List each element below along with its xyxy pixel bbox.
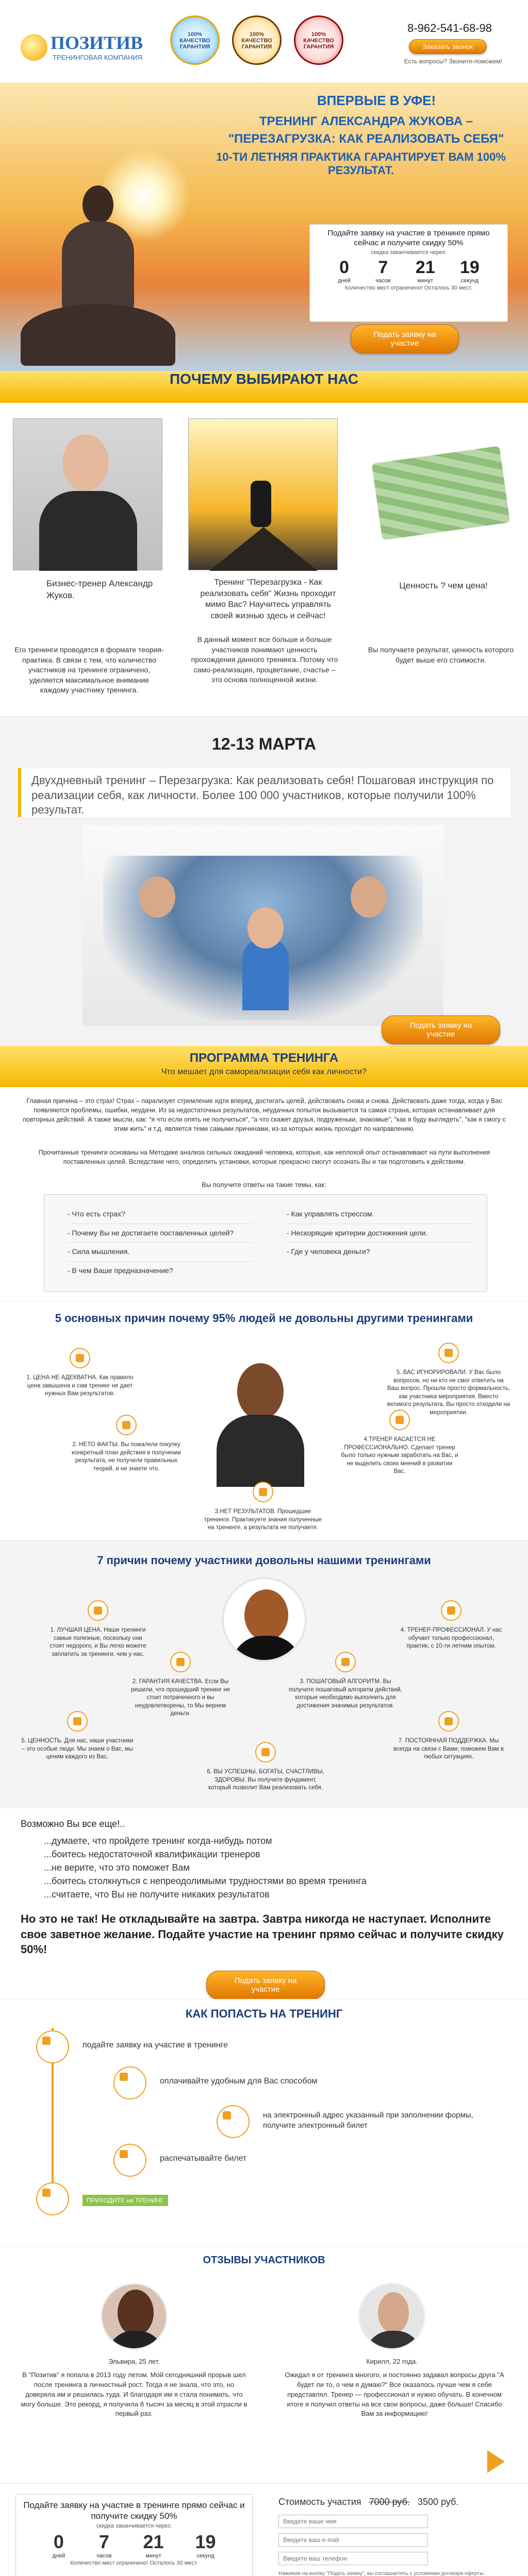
reviewer-1-name: Эльвира, 25 лет. <box>108 2358 160 2365</box>
step-5: ПРИХОДИТЕ на ТРЕНИНГ <box>36 2182 500 2224</box>
date-lead: Двухдневный тренинг – Перезагрузка: Как реализовать себя! Пошаговая инструкция по реализации себя, как личности. Более 100 000 участников, которые получили 100% результат. <box>31 774 494 817</box>
topic-item: - Как управлять стрессом. <box>287 1205 472 1224</box>
countdown-seconds: 19 секунд <box>460 257 480 284</box>
price-tag-icon <box>88 1600 108 1621</box>
maybe-apply-button[interactable]: Подать заявку на участие <box>206 1971 325 1999</box>
header-phone[interactable]: 8-962-541-68-98 <box>407 22 492 35</box>
maybe-item: ...боитесь недостаточной квалификации тренеров <box>44 1849 260 1860</box>
countdown-hours: 7 часов <box>96 2531 112 2559</box>
reviewer-2-name: Кирилл, 22 года. <box>366 2358 418 2365</box>
hero-form <box>309 224 508 322</box>
program-p1: Главная причина – это страх! Страх – парализует стремление идти вперед, достигать целей, действовать снова и снова. Действовать даже тогда, когда у Вас появляются проблемы, ошибки, неудачи. Из за недостаточных результатов, неудачных попыток вызывается та самая страна, которая останавливает для повторных действий. А также мысли, как: "я что если опять не получиться", "а что скажет друзья, подруженьки, знакомые", "как я буду выглядеть", "как я смогу с этим жить" и т.д. является теми самыми причинами, из-за которых жизнь проходит по направлению. <box>23 1097 506 1133</box>
reason-5: 5. ВАС ИГНОРИРОВАЛИ. У Вас было вопросов, но ни кто не смог ответить на Ваш вопрос. Прошли просто формальность, как участника мероприятия. Вместо великого результата, Вы просто отходили на мероприятии. <box>387 1343 510 1417</box>
seven-5: 5. ЦЕННОСТЬ. Для нас, наши участники – это особые люди. Мы знаем о Вас, мы ценим каждого из Вас. <box>21 1711 134 1761</box>
reviews-next-arrow[interactable] <box>487 2450 505 2473</box>
order-countdown <box>16 2529 252 2559</box>
logo-icon <box>21 34 47 61</box>
topics-left <box>68 1205 253 1280</box>
step-4: распечатывайте билет <box>36 2144 500 2175</box>
maybe-list <box>44 1834 367 1901</box>
results-icon <box>253 1482 273 1502</box>
program-subtitle: Что мешает для самореализации себя как личности? <box>161 1067 367 1076</box>
reasons-woman-photo <box>196 1363 330 1487</box>
reviewer-2-photo <box>358 2283 425 2350</box>
form-title: Подайте заявку на участие в тренинге прямо сейчас и получите скидку 50% <box>327 229 490 247</box>
form-icon <box>36 2030 69 2063</box>
topics-right <box>287 1205 472 1261</box>
date-apply-button[interactable]: Подать заявку на участие <box>382 1015 500 1044</box>
reason-2: 2. НЕТО ФАКТЫ. Вы пожалели покупку конкретный план действия в получении результата, не получили правильных теорий, и не знаете что. <box>67 1415 186 1473</box>
quality-icon <box>170 1652 191 1672</box>
reasons-title: 5 основных причин почему 95% людей не довольны другими тренингами <box>55 1312 473 1325</box>
why-caption-1: Бизнес-тренер Александр Жуков. <box>46 579 153 600</box>
hero-apply-button[interactable]: Подать заявку на участие <box>351 325 459 353</box>
payment-icon <box>113 2066 146 2099</box>
why-section <box>0 403 528 716</box>
maybe-item: ...не верите, что это поможет Вам <box>44 1862 190 1873</box>
summit-photo <box>188 418 338 570</box>
why-text-2: В данный момент все больше и больше участников понимают ценность прохождения данного тренинга. Потому что само-реализация, процветание, счастье – это основа полноценной жизни. <box>191 635 338 684</box>
why-text-3: Вы получаете результат, ценность которого будет выше его стоимости. <box>368 646 514 664</box>
logo[interactable] <box>21 31 155 67</box>
algorithm-icon <box>335 1652 356 1672</box>
step-1: подайте заявку на участие в тренинге <box>36 2030 500 2061</box>
maybe-item: ...боитесь столкнуться с непреодолимыми трудностями во время тренинга <box>44 1876 367 1887</box>
hero-line2: ТРЕНИНГ АЛЕКСАНДРА ЖУКОВА – <box>259 114 473 128</box>
seven-section <box>0 1540 528 1808</box>
topic-item: - Почему Вы не достигаете поставленных целей? <box>68 1224 253 1243</box>
countdown-seconds: 19 секунд <box>195 2531 216 2559</box>
reviewer-1-photo <box>101 2283 168 2350</box>
hero-line4: 10-ТИ ЛЕТНЯЯ ПРАКТИКА ГАРАНТИРУЕТ ВАМ 100% РЕЗУЛЬТАТ. <box>216 150 506 177</box>
topics-box <box>44 1194 487 1292</box>
maybe-title: Возможно Вы все еще!.. <box>21 1819 125 1829</box>
guarantee-badge: 100% КАЧЕСТВО ГАРАНТИЯ <box>170 15 220 65</box>
logo-name: ПОЗИТИВ <box>51 32 143 53</box>
why-caption-2: Тренинг "Перезагрузка - Как реализовать себя" Жизнь проходит мимо Вас? Научитесь управлять своей жизнью здесь и сейчас! <box>200 578 336 620</box>
why-caption-3: Ценность ? чем цена! <box>399 581 488 590</box>
order-section <box>0 2483 528 2576</box>
topic-item: - В чем Ваше предназначение? <box>68 1266 173 1275</box>
seven-6: 6. ВЫ УСПЕШНЫ, БОГАТЫ, СЧАСТЛИВЫ, ЗДОРОВЫ. Вы получите фундамент, который позволит Вам реализовать себя. <box>206 1742 325 1792</box>
order-form-title: Подайте заявку на участие в тренинге прямо сейчас и получите скидку 50% <box>23 2500 245 2521</box>
price-label: Стоимость участия <box>278 2497 361 2507</box>
reasons-section <box>0 1301 528 1540</box>
success-icon <box>255 1742 276 1762</box>
review-1-text: В "Позитив" я попала в 2013 году летом. Мой сегодняшний прорыв шел после тренинга в личностный рост. Тогда я не знала, что это, но доверяла им и решилась туда. И благодаря им я стала понимать, что могу больше. Это рекорд, я получила 8 тысяч за месяц в этой отрасли в первый раз. <box>21 2371 248 2418</box>
reason-3: 3.НЕТ РЕЗУЛЬТАТОВ. Прошедшие тренинги. Практикуете знания полученные на тренинге, а результата не получаете. <box>201 1482 325 1532</box>
training-icon <box>36 2182 69 2215</box>
steps-title: КАК ПОПАСТЬ НА ТРЕНИНГ <box>185 2007 343 2020</box>
seven-1: 1. ЛУЧШАЯ ЦЕНА. Наши тренинги самые полезные, поскольку они стоят недорого, и Вы легко можете заплатить за тренинги, чем у нас. <box>46 1600 150 1658</box>
email-field[interactable] <box>278 2533 428 2547</box>
name-field[interactable] <box>278 2515 428 2528</box>
hero <box>0 82 528 371</box>
new-price: 3500 руб. <box>417 2497 459 2507</box>
maybe-bold: Но это не так! Не откладывайте на завтра. Завтра никогда не наступает. Исполните свое заветное желание. Подайте участие на тренинг прямо сейчас и получите скидку 50%! <box>21 1912 504 1956</box>
topic-item: - Что есть страх? <box>68 1205 253 1224</box>
price-icon <box>70 1348 90 1368</box>
professional-icon <box>441 1600 461 1621</box>
email-icon <box>217 2105 250 2138</box>
seven-4: 4. ТРЕНЕР-ПРОФЕССИОНАЛ. У нас обучает только профессионал, практик, с 10-ти летним опытом. <box>397 1600 505 1651</box>
countdown <box>310 256 507 284</box>
seven-7: 7. ПОСТОЯННАЯ ПОДДЕРЖКА. Мы всегда на связи с Вами, поможем Вам в любых ситуациях. <box>392 1711 505 1761</box>
countdown-minutes: 21 минут <box>415 257 435 284</box>
reviews-section <box>0 2246 528 2483</box>
why-title: ПОЧЕМУ ВЫБИРАЮТ НАС <box>169 371 359 387</box>
seven-title: 7 причин почему участники довольны нашими тренингами <box>97 1554 431 1567</box>
price-row <box>278 2497 510 2507</box>
seven-woman-photo <box>222 1577 307 1662</box>
facts-icon <box>116 1415 137 1435</box>
value-icon <box>67 1711 88 1732</box>
date-lead-box <box>18 768 510 817</box>
logo-sub: ТРЕНИНГОВАЯ КОМПАНИЯ <box>53 54 143 61</box>
agreement-text: Нажимая на кнопку "Подать заявку", вы соглашаетесь с условиями договора-оферты. <box>278 2571 485 2576</box>
ignore-icon <box>438 1343 459 1363</box>
why-band <box>0 371 528 403</box>
program-p2: Прочитанные тренинги основаны на Методике анализа сильных ожиданий человека, которые, как неплохой опыт останавливают на пути выполнения поставленных целей. Вследствие чего, определить установки, которые прекрасно смогут осознать Вы и так подготовить к действиям. <box>38 1149 490 1166</box>
program-title: ПРОГРАММА ТРЕНИНГА <box>189 1051 339 1065</box>
reason-4: 4.ТРЕНЕР КАСАЕТСЯ НЕ ПРОФЕССИОНАЛЬНО. Сделает тренер было только нужным заработать на Вас, и не выделить своих мнений в развитии Вас. <box>340 1410 459 1476</box>
places-note: Количество мест ограничено! Осталось 30 мест. <box>344 284 473 291</box>
header-question: Есть вопросы? Звоните-поможем! <box>404 58 502 65</box>
header <box>0 0 528 82</box>
reviews-title: ОТЗЫВЫ УЧАСТНИКОВ <box>203 2255 325 2266</box>
seven-2: 2. ГАРАНТИЯ КАЧЕСТВА. Если Вы решили, что прошедший тренинг не стоит потраченного и вы неудовлетворены, то Мы вернем деньги. <box>129 1652 232 1718</box>
maybe-item: ...считаете, что Вы не получите никаких результатов <box>44 1889 270 1900</box>
form-sub: скидка заканчивается через: <box>371 249 447 256</box>
program-p3: Вы получите ответы на такие темы, как: <box>202 1181 326 1189</box>
steps-section <box>0 1999 528 2246</box>
call-button[interactable]: Заказать звонок <box>409 39 487 54</box>
meditating-person <box>21 175 175 371</box>
program-section <box>0 1087 528 1301</box>
step-2: оплачивайте удобным для Вас способом <box>36 2066 500 2097</box>
countdown-days: 0 дней <box>338 257 351 284</box>
badges <box>170 15 345 72</box>
topic-item: - Нескорящие критерии достижения цели. <box>287 1224 472 1243</box>
countdown-hours: 7 часов <box>375 257 391 284</box>
hero-line3: "ПЕРЕЗАГРУЗКА: КАК РЕАЛИЗОВАТЬ СЕБЯ" <box>228 132 504 146</box>
phone-field[interactable] <box>278 2552 428 2565</box>
why-text-1: Его тренинги проводятся в формате теория-практика. В связи с тем, что количество участников на тренинге ограничено, уделяется максимальное внимание каждому участнику тренинга. <box>14 646 164 694</box>
countdown-minutes: 21 минут <box>143 2531 164 2559</box>
team-photo <box>82 825 443 1026</box>
step-3: на электронный адрес указанный при заполнении формы, получите электронный билет <box>36 2105 510 2136</box>
order-form-sub: скидка заканчивается через: <box>96 2522 172 2529</box>
program-band <box>0 1046 528 1087</box>
trainer-photo <box>13 418 162 570</box>
topic-item: - Где у человека деньги? <box>287 1247 370 1256</box>
maybe-item: ...думаете, что пройдете тренинг когда-нибудь потом <box>44 1836 272 1846</box>
printer-icon <box>113 2144 146 2177</box>
guarantee-badge: 100% КАЧЕСТВО ГАРАНТИЯ <box>294 15 343 65</box>
topic-item: - Сила мышления. <box>68 1243 253 1262</box>
money-photo <box>366 418 516 570</box>
seven-3: 3. ПОШАГОВЫЙ АЛГОРИТМ. Вы получите пошаговый алгоритм действий, которые необходимо выполнить для достижения значимых результатов. <box>289 1652 402 1710</box>
maybe-section <box>0 1808 528 1999</box>
date-title: 12-13 МАРТА <box>211 735 317 753</box>
order-places: Количество мест ограничено! Осталось 30 мест. <box>70 2560 198 2566</box>
old-price: 7000 руб. <box>369 2497 410 2507</box>
review-2-text: Ожидал я от тренинга многого, и постоянно задавал вопросы друга "А будет ли то, о чем я думаю?" Все оказалось лучше чем я себе представлял. Тренер — профессионал и нужно обучать. В конечном итоге я получил ответы на все свои вопросы, даже больше! Спасибо Вам за информацию! <box>285 2371 504 2418</box>
reason-1: 1. ЦЕНА НЕ АДЕКВАТНА. Как правило цена завышена и сам тренинг не дает нужных Вам результатов. <box>21 1348 139 1398</box>
guarantee-badge: 100% КАЧЕСТВО ГАРАНТИЯ <box>232 15 282 65</box>
order-timer-box <box>15 2494 253 2576</box>
countdown-days: 0 дней <box>52 2531 65 2559</box>
hero-line1: ВПЕРВЫЕ В УФЕ! <box>317 93 436 108</box>
date-section <box>0 716 528 1046</box>
support-icon <box>438 1711 459 1732</box>
